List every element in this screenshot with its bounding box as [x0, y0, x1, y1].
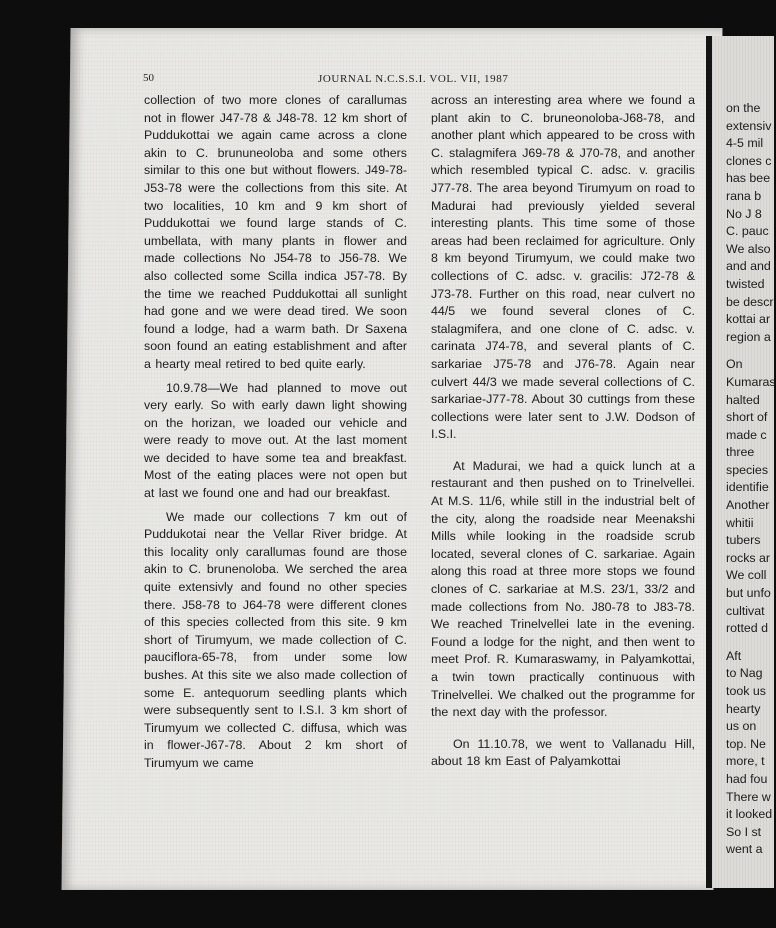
facing-page-line: rotted d: [726, 621, 769, 636]
facing-page-line: region a: [726, 329, 771, 344]
facing-page-line: Kumaras: [726, 374, 776, 389]
facing-page-line: tubers: [726, 533, 761, 548]
facing-page-line: Aft: [726, 648, 742, 663]
left-paragraph-1: collection of two more clones of carallumas not in flower J47-78 & J48-78. 12 km short of Puddukottai we again came across a clone akin to C. brununeoloba and some others similar to this one but without flowers. J49-78-J53-78 were the collections from this site. At two localities, 10 km and 9 km short of Puddukottai we found large stands of C. umbellata, with many plants in flower and made collections No J54-78 to J56-78. We also collected some Scilla indica J57-78. By the time we reached Puddukottai all sunlight had gone and we were dead tired. We soon found a lodge, had a warm bath. Dr Saxena soon found an eating establishment and after a hearty meal retired to bed quite early.: [144, 93, 407, 371]
facing-page-line: rocks ar: [726, 550, 771, 565]
facing-page-line: No J 8: [726, 206, 762, 221]
facing-page-line: So I st: [726, 824, 762, 839]
running-head: JOURNAL N.C.S.S.I. VOL. VII, 1987: [318, 73, 509, 85]
facing-page-line: three: [726, 445, 755, 460]
facing-page-line: rana b: [726, 188, 762, 203]
facing-page-line: [726, 638, 770, 648]
facing-page-line: took us: [726, 684, 766, 698]
left-paragraph-3: We made our collections 7 km out of Puddukotai near the Vellar River bridge. At this locality only carallumas found are those akin to C. brunenoloba. We serched the area quite extensivly and found no other species there. J58-78 to J64-78 were different clones of this species collected from this site. 9 km short of Tirumyum, we made collection of C. pauciflora-65-78, from under some low bushes. At this site we also made collection of some E. antequorum seedling plants which were subsequently sent to I.S.I. 3 km short of Tirumyum we collected C. diffusa, which was in flower-J67-78. About 2 km short of Tirumyum we came: [144, 509, 407, 770]
facing-page-line: us on: [726, 719, 757, 734]
right-column: [431, 92, 695, 771]
facing-page-line: species: [726, 462, 769, 477]
facing-page-line: [726, 346, 770, 356]
facing-page-line: to Nag: [726, 666, 763, 681]
facing-page-line: hearty: [726, 701, 761, 716]
facing-page-line: cultivat: [726, 603, 765, 618]
facing-page-line: We also: [726, 241, 771, 256]
facing-page-line: halted: [726, 392, 760, 407]
page-number: 50: [143, 72, 154, 84]
right-paragraph-1: across an interesting area where we found a plant akin to C. bruneonoloba-J68-78, and another plant which appeared to be cross with C. stalagmifera J69-78 & J70-78, and another which resembled typical C. adsc. v. gracilis J77-78. The area beyond Tirumyum on road to Madurai had previously yielded several interesting plants. This time some of those areas had been reclaimed for agriculture. Only 8 km beyond Tirumyum, we could make two collections of C. adsc. v. gracilis: J72-78 & J73-78. Further on this road, near culvert no 44/5 we found several clones of C. stalagmifera, and one clone of C. adsc. v. carinata J74-78, and several plants of C. sarkariae J75-78 and J76-78. Again near culvert 44/3 we made several collections of C. sarkariae-J77-78. About 30 cuttings from these collections were later sent to J.W. Dodson of I.S.I.: [431, 93, 695, 442]
facing-page-line: There w: [726, 789, 771, 804]
facing-page-line: We coll: [726, 568, 767, 583]
facing-page-line: on the: [726, 101, 761, 115]
facing-page-line: kottai ar: [726, 312, 771, 327]
facing-page-line: more, t: [726, 754, 765, 769]
facing-page-line: clones c: [726, 153, 772, 168]
facing-page-line: made c: [726, 427, 767, 442]
facing-page-line: C. pauc: [726, 224, 769, 239]
left-paragraph-2: 10.9.78—We had planned to move out very early. So with early dawn light showing on the horizan, we loaded our vehicle and were ready to move out. At the last moment we decided to have some tea and breakfast. Most of the eating places were not open but at last we found one and had our breakfast.: [144, 380, 407, 501]
facing-page-line: 4-5 mil: [726, 136, 764, 151]
facing-page-line: had fou: [726, 771, 768, 786]
facing-page-line: short of: [726, 410, 768, 425]
facing-page-line: On: [726, 357, 743, 372]
facing-page-line: extensiv: [726, 118, 772, 133]
facing-page-line: and and: [726, 259, 771, 274]
facing-page-line: Another: [726, 498, 770, 513]
left-column: [144, 92, 407, 773]
facing-page-line: top. Ne: [726, 736, 766, 751]
facing-page-line: whitii: [726, 515, 754, 530]
facing-page-line: be descr: [726, 294, 774, 309]
right-paragraph-2: At Madurai, we had a quick lunch at a restaurant and then pushed on to Trinelvellei. At M.S. 11/6, while still in the industrial belt of the city, along the roadside near Meenakshi Mills while looking in the roadside scrub located, several clones of C. sarkariae. Again along this road at three more stops we found clones of C. sarkariae at M.S. 23/1, 33/2 and made collections from No. J80-78 to J83-78. We reached Trinelvellei late in the evening. Found a lodge for the night, and then went to meet Prof. R. Kumaraswamy, in Palyamkottai, a twin town practically continuous with Trinelvellei. We chalked out the programme for the next day with the professor.: [431, 458, 695, 720]
facing-page-line: identifie: [726, 480, 769, 495]
facing-page-line: went a: [726, 842, 763, 857]
facing-page-text: [726, 100, 776, 859]
right-paragraph-3: On 11.10.78, we went to Vallanadu Hill, about 18 km East of Palyamkottai: [431, 736, 695, 769]
facing-page-line: it looked: [726, 807, 773, 822]
facing-page-line: but unfo: [726, 586, 771, 601]
facing-page-line: has bee: [726, 171, 771, 186]
facing-page-line: twisted: [726, 276, 765, 291]
